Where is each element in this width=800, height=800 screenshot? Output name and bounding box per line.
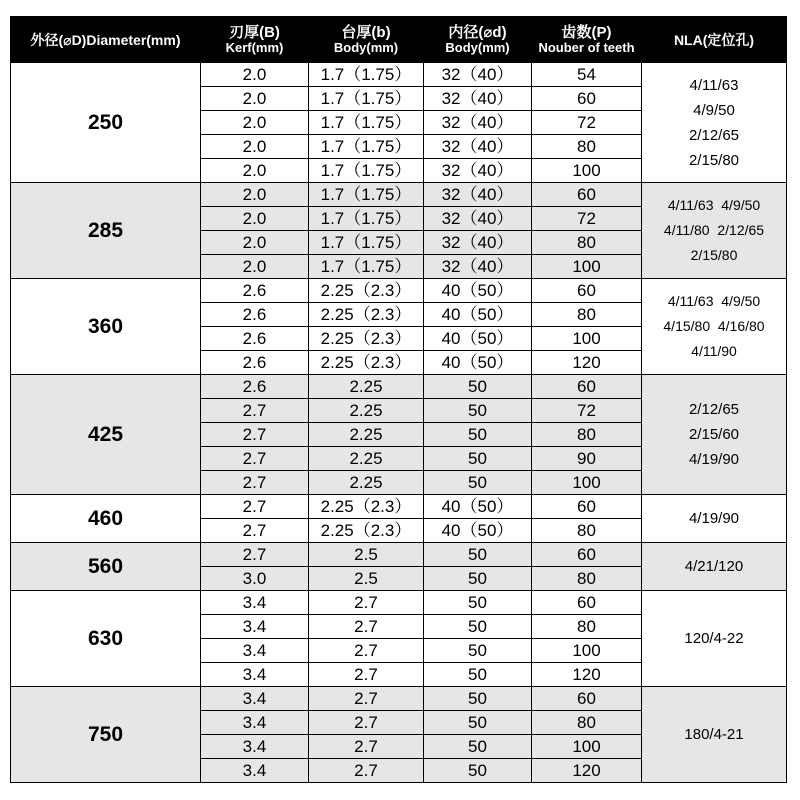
teeth-cell: 100: [532, 159, 642, 183]
nla-line: 4/11/63 4/9/50: [667, 293, 761, 309]
bore-cell: 40（50）: [424, 495, 532, 519]
teeth-cell: 90: [532, 447, 642, 471]
table-row: [11, 183, 787, 207]
kerf-cell: 2.7: [201, 423, 309, 447]
header-bore-main: 内径(⌀d): [448, 24, 507, 41]
bore-cell: 32（40）: [424, 207, 532, 231]
bore-cell: 50: [424, 615, 532, 639]
header-kerf-main: 刃厚(B): [229, 24, 280, 41]
kerf-cell: 2.0: [201, 87, 309, 111]
teeth-cell: 100: [532, 471, 642, 495]
kerf-cell: 3.4: [201, 591, 309, 615]
kerf-cell: 2.0: [201, 255, 309, 279]
diameter-cell: 425: [11, 375, 201, 495]
body-cell: 1.7（1.75）: [309, 87, 424, 111]
teeth-cell: 60: [532, 279, 642, 303]
teeth-cell: 100: [532, 639, 642, 663]
kerf-cell: 2.0: [201, 183, 309, 207]
bore-cell: 50: [424, 687, 532, 711]
bore-cell: 32（40）: [424, 63, 532, 87]
teeth-cell: 60: [532, 183, 642, 207]
teeth-cell: 72: [532, 207, 642, 231]
body-cell: 2.25（2.3）: [309, 279, 424, 303]
kerf-cell: 2.7: [201, 399, 309, 423]
nla-line: 4/19/90: [688, 451, 740, 468]
table-row: [11, 279, 787, 303]
header-body-main: 台厚(b): [341, 24, 391, 41]
table-body: [11, 63, 787, 783]
kerf-cell: 2.7: [201, 519, 309, 543]
kerf-cell: 3.4: [201, 687, 309, 711]
teeth-cell: 80: [532, 423, 642, 447]
teeth-cell: 120: [532, 351, 642, 375]
nla-line: 2/15/60: [688, 426, 740, 443]
bore-cell: 50: [424, 591, 532, 615]
table-row: [11, 591, 787, 615]
body-cell: 1.7（1.75）: [309, 63, 424, 87]
header-bore: [424, 17, 532, 63]
nla-cell: [642, 687, 787, 783]
header-teeth-main: 齿数(P): [561, 24, 612, 41]
bore-cell: 32（40）: [424, 255, 532, 279]
body-cell: 2.7: [309, 615, 424, 639]
teeth-cell: 72: [532, 111, 642, 135]
kerf-cell: 3.4: [201, 663, 309, 687]
teeth-cell: 60: [532, 87, 642, 111]
nla-line: 2/15/80: [688, 151, 740, 169]
nla-cell: [642, 591, 787, 687]
teeth-cell: 60: [532, 543, 642, 567]
diameter-cell: 750: [11, 687, 201, 783]
kerf-cell: 2.6: [201, 303, 309, 327]
teeth-cell: 100: [532, 735, 642, 759]
kerf-cell: 3.4: [201, 735, 309, 759]
bore-cell: 50: [424, 759, 532, 783]
body-cell: 2.25（2.3）: [309, 303, 424, 327]
nla-cell: [642, 543, 787, 591]
nla-line: 4/19/90: [688, 510, 740, 527]
nla-line: 180/4-21: [684, 726, 744, 743]
teeth-cell: 120: [532, 759, 642, 783]
header-kerf-sub: Kerf(mm): [225, 40, 284, 55]
header-diameter: 外径(⌀D)Diameter(mm): [11, 17, 201, 63]
bore-cell: 50: [424, 543, 532, 567]
bore-cell: 32（40）: [424, 231, 532, 255]
bore-cell: 40（50）: [424, 303, 532, 327]
teeth-cell: 60: [532, 375, 642, 399]
kerf-cell: 2.6: [201, 351, 309, 375]
teeth-cell: 80: [532, 303, 642, 327]
header-body-sub: Body(mm): [333, 40, 399, 55]
body-cell: 2.25: [309, 399, 424, 423]
body-cell: 1.7（1.75）: [309, 255, 424, 279]
diameter-cell: 285: [11, 183, 201, 279]
nla-line: 4/11/80 2/12/65: [663, 222, 765, 238]
bore-cell: 32（40）: [424, 87, 532, 111]
bore-cell: 50: [424, 399, 532, 423]
kerf-cell: 2.0: [201, 159, 309, 183]
body-cell: 2.7: [309, 591, 424, 615]
teeth-cell: 80: [532, 615, 642, 639]
kerf-cell: 2.0: [201, 111, 309, 135]
body-cell: 1.7（1.75）: [309, 207, 424, 231]
body-cell: 2.7: [309, 639, 424, 663]
teeth-cell: 100: [532, 327, 642, 351]
table-row: [11, 543, 787, 567]
bore-cell: 50: [424, 567, 532, 591]
kerf-cell: 2.7: [201, 543, 309, 567]
bore-cell: 40（50）: [424, 279, 532, 303]
body-cell: 2.25: [309, 375, 424, 399]
kerf-cell: 2.0: [201, 231, 309, 255]
nla-cell: [642, 495, 787, 543]
teeth-cell: 54: [532, 63, 642, 87]
bore-cell: 50: [424, 471, 532, 495]
nla-line: 4/9/50: [693, 101, 735, 119]
body-cell: 2.7: [309, 687, 424, 711]
teeth-cell: 60: [532, 495, 642, 519]
table-row: [11, 687, 787, 711]
teeth-cell: 100: [532, 255, 642, 279]
kerf-cell: 2.7: [201, 495, 309, 519]
bore-cell: 50: [424, 639, 532, 663]
body-cell: 2.5: [309, 567, 424, 591]
header-bore-sub: Body(mm): [445, 40, 510, 55]
nla-line: 4/15/80 4/16/80: [663, 318, 765, 334]
body-cell: 2.25（2.3）: [309, 327, 424, 351]
body-cell: 2.5: [309, 543, 424, 567]
teeth-cell: 80: [532, 519, 642, 543]
bore-cell: 32（40）: [424, 159, 532, 183]
teeth-cell: 120: [532, 663, 642, 687]
diameter-cell: 560: [11, 543, 201, 591]
kerf-cell: 2.0: [201, 135, 309, 159]
body-cell: 2.25: [309, 471, 424, 495]
kerf-cell: 2.0: [201, 63, 309, 87]
body-cell: 2.7: [309, 759, 424, 783]
bore-cell: 40（50）: [424, 351, 532, 375]
bore-cell: 50: [424, 735, 532, 759]
table-row: [11, 63, 787, 87]
bore-cell: 32（40）: [424, 111, 532, 135]
body-cell: 2.25（2.3）: [309, 519, 424, 543]
body-cell: 2.7: [309, 711, 424, 735]
nla-line: 4/11/63: [689, 76, 739, 94]
header-body: [309, 17, 424, 63]
nla-line: 4/11/63 4/9/50: [667, 197, 761, 213]
teeth-cell: 60: [532, 591, 642, 615]
table-row: [11, 375, 787, 399]
table-row: [11, 495, 787, 519]
diameter-cell: 460: [11, 495, 201, 543]
kerf-cell: 2.7: [201, 447, 309, 471]
nla-line: 2/12/65: [688, 126, 740, 144]
header-nla: NLA(定位孔): [642, 17, 787, 63]
body-cell: 1.7（1.75）: [309, 135, 424, 159]
body-cell: 1.7（1.75）: [309, 111, 424, 135]
bore-cell: 32（40）: [424, 183, 532, 207]
body-cell: 2.25（2.3）: [309, 351, 424, 375]
saw-blade-spec-table: [10, 16, 787, 783]
bore-cell: 50: [424, 423, 532, 447]
kerf-cell: 3.4: [201, 639, 309, 663]
bore-cell: 32（40）: [424, 135, 532, 159]
teeth-cell: 80: [532, 711, 642, 735]
bore-cell: 50: [424, 663, 532, 687]
nla-line: 2/15/80: [690, 247, 738, 263]
body-cell: 2.25: [309, 447, 424, 471]
bore-cell: 50: [424, 711, 532, 735]
body-cell: 2.7: [309, 735, 424, 759]
diameter-cell: 250: [11, 63, 201, 183]
teeth-cell: 72: [532, 399, 642, 423]
kerf-cell: 2.0: [201, 207, 309, 231]
spec-table-container: [10, 16, 786, 783]
bore-cell: 50: [424, 447, 532, 471]
body-cell: 1.7（1.75）: [309, 159, 424, 183]
header-teeth: [532, 17, 642, 63]
teeth-cell: 80: [532, 567, 642, 591]
table-header: [11, 17, 787, 63]
nla-line: 2/12/65: [688, 401, 740, 418]
nla-cell: [642, 63, 787, 183]
nla-line: 4/21/120: [684, 558, 744, 575]
nla-cell: [642, 375, 787, 495]
kerf-cell: 2.6: [201, 375, 309, 399]
kerf-cell: 2.7: [201, 471, 309, 495]
kerf-cell: 2.6: [201, 279, 309, 303]
teeth-cell: 80: [532, 135, 642, 159]
body-cell: 1.7（1.75）: [309, 231, 424, 255]
nla-line: 120/4-22: [684, 630, 744, 647]
bore-cell: 40（50）: [424, 327, 532, 351]
body-cell: 2.25（2.3）: [309, 495, 424, 519]
diameter-cell: 360: [11, 279, 201, 375]
nla-cell: [642, 279, 787, 375]
kerf-cell: 3.0: [201, 567, 309, 591]
body-cell: 2.25: [309, 423, 424, 447]
kerf-cell: 3.4: [201, 615, 309, 639]
teeth-cell: 80: [532, 231, 642, 255]
kerf-cell: 3.4: [201, 711, 309, 735]
header-kerf: [201, 17, 309, 63]
kerf-cell: 2.6: [201, 327, 309, 351]
header-teeth-sub: Nouber of teeth: [538, 40, 635, 55]
bore-cell: 40（50）: [424, 519, 532, 543]
body-cell: 1.7（1.75）: [309, 183, 424, 207]
diameter-cell: 630: [11, 591, 201, 687]
bore-cell: 50: [424, 375, 532, 399]
nla-line: 4/11/90: [691, 343, 737, 359]
body-cell: 2.7: [309, 663, 424, 687]
teeth-cell: 60: [532, 687, 642, 711]
nla-cell: [642, 183, 787, 279]
kerf-cell: 3.4: [201, 759, 309, 783]
